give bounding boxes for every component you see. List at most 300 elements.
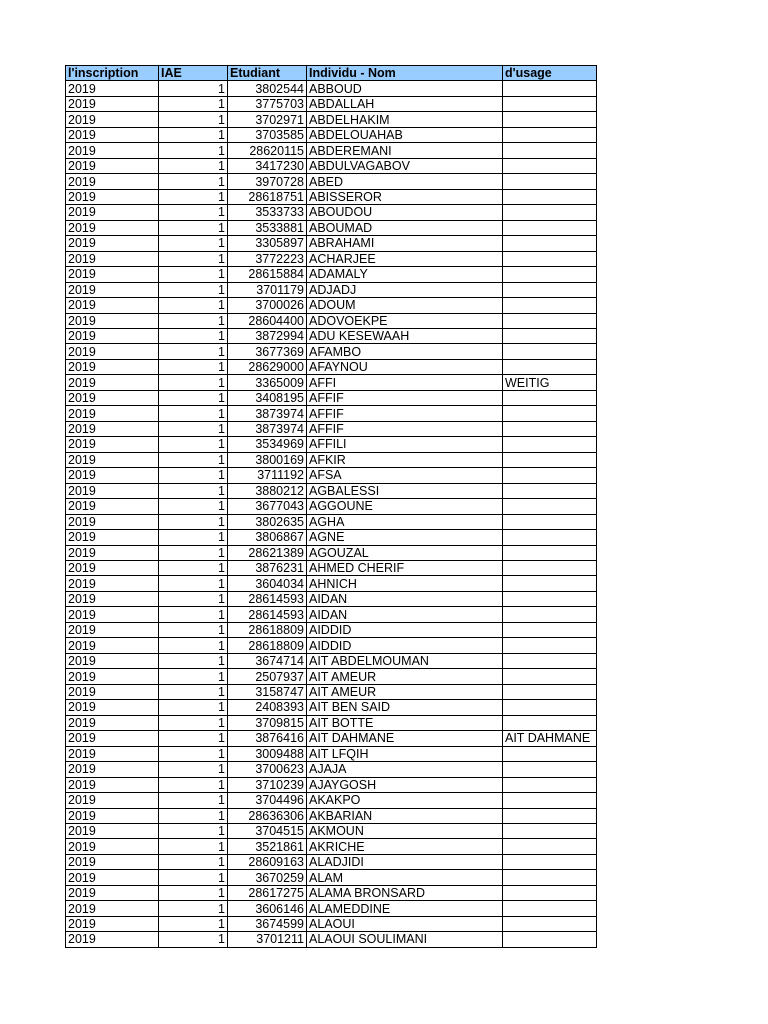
table-row [66, 684, 597, 699]
table-row [66, 344, 597, 359]
cell-inscription: 2019 [66, 591, 159, 606]
cell-etudiant: 28609163 [228, 854, 307, 869]
table-row [66, 808, 597, 823]
cell-usage [503, 282, 597, 297]
cell-nom: AGHA [307, 514, 503, 529]
cell-etudiant: 3775703 [228, 96, 307, 111]
cell-etudiant: 3873974 [228, 406, 307, 421]
header-etudiant: Etudiant [228, 66, 307, 81]
cell-nom: AIT AMEUR [307, 669, 503, 684]
table-row [66, 561, 597, 576]
cell-usage [503, 669, 597, 684]
cell-inscription: 2019 [66, 220, 159, 235]
cell-etudiant: 28617275 [228, 885, 307, 900]
cell-etudiant: 28614593 [228, 591, 307, 606]
cell-inscription: 2019 [66, 870, 159, 885]
cell-inscription: 2019 [66, 251, 159, 266]
cell-iae: 1 [159, 885, 228, 900]
cell-etudiant: 3533881 [228, 220, 307, 235]
cell-usage [503, 189, 597, 204]
table-row [66, 282, 597, 297]
cell-iae: 1 [159, 406, 228, 421]
cell-iae: 1 [159, 251, 228, 266]
cell-inscription: 2019 [66, 406, 159, 421]
cell-inscription: 2019 [66, 127, 159, 142]
table-row [66, 669, 597, 684]
cell-iae: 1 [159, 189, 228, 204]
cell-inscription: 2019 [66, 731, 159, 746]
cell-inscription: 2019 [66, 499, 159, 514]
cell-inscription: 2019 [66, 576, 159, 591]
cell-nom: ABDALLAH [307, 96, 503, 111]
cell-nom: AKMOUN [307, 823, 503, 838]
cell-etudiant: 3701211 [228, 932, 307, 947]
cell-usage [503, 715, 597, 730]
cell-inscription: 2019 [66, 421, 159, 436]
cell-iae: 1 [159, 684, 228, 699]
cell-etudiant: 3806867 [228, 530, 307, 545]
cell-inscription: 2019 [66, 823, 159, 838]
cell-iae: 1 [159, 298, 228, 313]
cell-iae: 1 [159, 746, 228, 761]
cell-etudiant: 3606146 [228, 901, 307, 916]
cell-iae: 1 [159, 452, 228, 467]
cell-usage [503, 174, 597, 189]
cell-nom: ABOUMAD [307, 220, 503, 235]
cell-etudiant: 3702971 [228, 112, 307, 127]
cell-nom: AIT DAHMANE [307, 731, 503, 746]
table-row [66, 653, 597, 668]
cell-iae: 1 [159, 375, 228, 390]
cell-inscription: 2019 [66, 808, 159, 823]
cell-nom: ABDULVAGABOV [307, 158, 503, 173]
cell-iae: 1 [159, 437, 228, 452]
cell-inscription: 2019 [66, 622, 159, 637]
cell-etudiant: 3408195 [228, 390, 307, 405]
cell-iae: 1 [159, 762, 228, 777]
cell-usage [503, 808, 597, 823]
cell-iae: 1 [159, 607, 228, 622]
table-row [66, 174, 597, 189]
cell-etudiant: 2408393 [228, 700, 307, 715]
cell-etudiant: 28621389 [228, 545, 307, 560]
cell-usage [503, 205, 597, 220]
table-row [66, 127, 597, 142]
cell-iae: 1 [159, 158, 228, 173]
cell-etudiant: 3158747 [228, 684, 307, 699]
cell-nom: AIT ABDELMOUMAN [307, 653, 503, 668]
cell-inscription: 2019 [66, 777, 159, 792]
table-row [66, 390, 597, 405]
cell-nom: ABOUDOU [307, 205, 503, 220]
cell-iae: 1 [159, 576, 228, 591]
cell-etudiant: 3711192 [228, 468, 307, 483]
cell-usage [503, 437, 597, 452]
cell-usage [503, 607, 597, 622]
table-row [66, 870, 597, 885]
cell-usage [503, 127, 597, 142]
cell-inscription: 2019 [66, 359, 159, 374]
cell-nom: ABBOUD [307, 81, 503, 96]
cell-usage [503, 530, 597, 545]
table-row [66, 591, 597, 606]
cell-etudiant: 28636306 [228, 808, 307, 823]
cell-nom: AIDAN [307, 607, 503, 622]
cell-etudiant: 3802635 [228, 514, 307, 529]
cell-etudiant: 3670259 [228, 870, 307, 885]
cell-iae: 1 [159, 530, 228, 545]
header-row [66, 66, 597, 81]
cell-nom: AFFIF [307, 390, 503, 405]
cell-usage [503, 236, 597, 251]
cell-etudiant: 3873974 [228, 421, 307, 436]
cell-nom: AJAJA [307, 762, 503, 777]
cell-usage [503, 591, 597, 606]
cell-usage [503, 700, 597, 715]
cell-nom: ADU KESEWAAH [307, 328, 503, 343]
cell-usage [503, 793, 597, 808]
cell-usage [503, 483, 597, 498]
cell-nom: AFFIF [307, 406, 503, 421]
cell-etudiant: 3880212 [228, 483, 307, 498]
cell-iae: 1 [159, 638, 228, 653]
cell-iae: 1 [159, 220, 228, 235]
cell-inscription: 2019 [66, 514, 159, 529]
cell-nom: AFFIF [307, 421, 503, 436]
cell-etudiant: 28629000 [228, 359, 307, 374]
cell-etudiant: 3700623 [228, 762, 307, 777]
cell-inscription: 2019 [66, 530, 159, 545]
cell-nom: ABED [307, 174, 503, 189]
cell-inscription: 2019 [66, 854, 159, 869]
cell-iae: 1 [159, 143, 228, 158]
cell-inscription: 2019 [66, 746, 159, 761]
table-row [66, 143, 597, 158]
cell-usage [503, 267, 597, 282]
cell-nom: AIDDID [307, 638, 503, 653]
cell-iae: 1 [159, 112, 228, 127]
cell-nom: AFKIR [307, 452, 503, 467]
cell-usage [503, 854, 597, 869]
cell-iae: 1 [159, 731, 228, 746]
cell-iae: 1 [159, 282, 228, 297]
cell-nom: AJAYGOSH [307, 777, 503, 792]
table-body [66, 81, 597, 947]
cell-usage [503, 499, 597, 514]
cell-inscription: 2019 [66, 96, 159, 111]
cell-iae: 1 [159, 483, 228, 498]
cell-etudiant: 3533733 [228, 205, 307, 220]
cell-nom: AKBARIAN [307, 808, 503, 823]
cell-inscription: 2019 [66, 669, 159, 684]
cell-usage [503, 112, 597, 127]
header-usage: d'usage [503, 66, 597, 81]
table-row [66, 328, 597, 343]
cell-iae: 1 [159, 313, 228, 328]
table-row [66, 731, 597, 746]
cell-inscription: 2019 [66, 452, 159, 467]
cell-etudiant: 3772223 [228, 251, 307, 266]
cell-usage: AIT DAHMANE [503, 731, 597, 746]
cell-nom: ADAMALY [307, 267, 503, 282]
cell-etudiant: 3417230 [228, 158, 307, 173]
cell-iae: 1 [159, 561, 228, 576]
table-row [66, 823, 597, 838]
cell-nom: AIT BEN SAID [307, 700, 503, 715]
cell-inscription: 2019 [66, 143, 159, 158]
cell-etudiant: 3604034 [228, 576, 307, 591]
cell-nom: AFAYNOU [307, 359, 503, 374]
cell-inscription: 2019 [66, 561, 159, 576]
cell-iae: 1 [159, 127, 228, 142]
cell-iae: 1 [159, 205, 228, 220]
table-row [66, 205, 597, 220]
cell-inscription: 2019 [66, 932, 159, 947]
table-row [66, 576, 597, 591]
cell-etudiant: 3009488 [228, 746, 307, 761]
cell-inscription: 2019 [66, 313, 159, 328]
cell-usage [503, 390, 597, 405]
cell-iae: 1 [159, 344, 228, 359]
cell-etudiant: 28620115 [228, 143, 307, 158]
cell-iae: 1 [159, 793, 228, 808]
cell-iae: 1 [159, 267, 228, 282]
cell-inscription: 2019 [66, 684, 159, 699]
cell-nom: ABDEREMANI [307, 143, 503, 158]
cell-usage [503, 81, 597, 96]
cell-etudiant: 3876231 [228, 561, 307, 576]
table-row [66, 530, 597, 545]
table-row [66, 545, 597, 560]
cell-inscription: 2019 [66, 700, 159, 715]
cell-inscription: 2019 [66, 236, 159, 251]
cell-inscription: 2019 [66, 916, 159, 931]
cell-usage [503, 932, 597, 947]
table-row [66, 468, 597, 483]
table-row [66, 607, 597, 622]
table-row [66, 158, 597, 173]
cell-etudiant: 3970728 [228, 174, 307, 189]
cell-etudiant: 28618809 [228, 638, 307, 653]
cell-nom: ADOUM [307, 298, 503, 313]
cell-nom: ABDELOUAHAB [307, 127, 503, 142]
cell-etudiant: 3674599 [228, 916, 307, 931]
table-row [66, 452, 597, 467]
table-row [66, 267, 597, 282]
table-row [66, 236, 597, 251]
cell-inscription: 2019 [66, 112, 159, 127]
table-row [66, 406, 597, 421]
table-row [66, 112, 597, 127]
cell-inscription: 2019 [66, 653, 159, 668]
cell-inscription: 2019 [66, 715, 159, 730]
cell-usage [503, 468, 597, 483]
cell-etudiant: 3872994 [228, 328, 307, 343]
table-row [66, 932, 597, 947]
cell-etudiant: 28615884 [228, 267, 307, 282]
cell-nom: ALADJIDI [307, 854, 503, 869]
cell-iae: 1 [159, 932, 228, 947]
cell-usage [503, 870, 597, 885]
cell-etudiant: 3674714 [228, 653, 307, 668]
cell-etudiant: 3876416 [228, 731, 307, 746]
table-row [66, 916, 597, 931]
cell-usage [503, 452, 597, 467]
cell-etudiant: 3677369 [228, 344, 307, 359]
cell-inscription: 2019 [66, 468, 159, 483]
cell-etudiant: 28618809 [228, 622, 307, 637]
cell-nom: ALAMA BRONSARD [307, 885, 503, 900]
cell-inscription: 2019 [66, 205, 159, 220]
table-row [66, 251, 597, 266]
cell-usage [503, 143, 597, 158]
cell-nom: AFFI [307, 375, 503, 390]
table-row [66, 901, 597, 916]
cell-nom: AKRICHE [307, 839, 503, 854]
cell-iae: 1 [159, 236, 228, 251]
cell-etudiant: 3710239 [228, 777, 307, 792]
header-iae: IAE [159, 66, 228, 81]
cell-iae: 1 [159, 499, 228, 514]
cell-usage [503, 328, 597, 343]
cell-iae: 1 [159, 854, 228, 869]
cell-usage [503, 885, 597, 900]
header-inscription: l'inscription [66, 66, 159, 81]
table-row [66, 483, 597, 498]
cell-inscription: 2019 [66, 298, 159, 313]
table-row [66, 298, 597, 313]
table-row [66, 81, 597, 96]
table-row [66, 313, 597, 328]
cell-usage [503, 916, 597, 931]
cell-inscription: 2019 [66, 267, 159, 282]
cell-inscription: 2019 [66, 885, 159, 900]
cell-inscription: 2019 [66, 839, 159, 854]
cell-iae: 1 [159, 328, 228, 343]
cell-nom: ALAOUI SOULIMANI [307, 932, 503, 947]
cell-inscription: 2019 [66, 607, 159, 622]
cell-usage [503, 653, 597, 668]
cell-usage [503, 823, 597, 838]
cell-usage [503, 344, 597, 359]
table-row [66, 715, 597, 730]
table-row [66, 839, 597, 854]
cell-usage [503, 359, 597, 374]
cell-inscription: 2019 [66, 344, 159, 359]
table-row [66, 375, 597, 390]
cell-etudiant: 3703585 [228, 127, 307, 142]
cell-iae: 1 [159, 839, 228, 854]
cell-inscription: 2019 [66, 638, 159, 653]
cell-inscription: 2019 [66, 375, 159, 390]
cell-usage [503, 158, 597, 173]
cell-inscription: 2019 [66, 545, 159, 560]
cell-etudiant: 28618751 [228, 189, 307, 204]
table-row [66, 96, 597, 111]
cell-etudiant: 3305897 [228, 236, 307, 251]
cell-usage [503, 545, 597, 560]
table-row [66, 746, 597, 761]
cell-inscription: 2019 [66, 189, 159, 204]
cell-inscription: 2019 [66, 81, 159, 96]
cell-etudiant: 3677043 [228, 499, 307, 514]
cell-etudiant: 3704496 [228, 793, 307, 808]
cell-inscription: 2019 [66, 282, 159, 297]
header-nom: Individu - Nom [307, 66, 503, 81]
table-row [66, 514, 597, 529]
cell-inscription: 2019 [66, 390, 159, 405]
cell-etudiant: 3700026 [228, 298, 307, 313]
cell-etudiant: 28614593 [228, 607, 307, 622]
cell-iae: 1 [159, 81, 228, 96]
cell-usage [503, 514, 597, 529]
cell-etudiant: 2507937 [228, 669, 307, 684]
table-row [66, 421, 597, 436]
cell-iae: 1 [159, 901, 228, 916]
table-row [66, 762, 597, 777]
cell-iae: 1 [159, 700, 228, 715]
cell-etudiant: 3701179 [228, 282, 307, 297]
table-row [66, 622, 597, 637]
cell-nom: ABISSEROR [307, 189, 503, 204]
cell-iae: 1 [159, 870, 228, 885]
cell-nom: AIDAN [307, 591, 503, 606]
cell-usage [503, 96, 597, 111]
cell-usage [503, 638, 597, 653]
cell-iae: 1 [159, 468, 228, 483]
cell-etudiant: 3802544 [228, 81, 307, 96]
cell-iae: 1 [159, 174, 228, 189]
cell-etudiant: 28604400 [228, 313, 307, 328]
cell-usage [503, 251, 597, 266]
cell-inscription: 2019 [66, 762, 159, 777]
cell-iae: 1 [159, 96, 228, 111]
cell-nom: ABDELHAKIM [307, 112, 503, 127]
cell-etudiant: 3365009 [228, 375, 307, 390]
cell-iae: 1 [159, 514, 228, 529]
cell-usage [503, 777, 597, 792]
cell-nom: AGNE [307, 530, 503, 545]
cell-iae: 1 [159, 622, 228, 637]
table-row [66, 793, 597, 808]
cell-nom: AIT LFQIH [307, 746, 503, 761]
cell-etudiant: 3534969 [228, 437, 307, 452]
cell-nom: AHMED CHERIF [307, 561, 503, 576]
cell-inscription: 2019 [66, 174, 159, 189]
cell-iae: 1 [159, 916, 228, 931]
cell-nom: ALAOUI [307, 916, 503, 931]
cell-usage [503, 622, 597, 637]
cell-inscription: 2019 [66, 328, 159, 343]
table-row [66, 499, 597, 514]
cell-nom: AGGOUNE [307, 499, 503, 514]
table-row [66, 885, 597, 900]
cell-iae: 1 [159, 545, 228, 560]
cell-inscription: 2019 [66, 901, 159, 916]
cell-usage [503, 762, 597, 777]
cell-nom: AFFILI [307, 437, 503, 452]
cell-inscription: 2019 [66, 158, 159, 173]
cell-etudiant: 3800169 [228, 452, 307, 467]
cell-inscription: 2019 [66, 793, 159, 808]
table-row [66, 777, 597, 792]
cell-iae: 1 [159, 359, 228, 374]
table-row [66, 189, 597, 204]
cell-nom: AGOUZAL [307, 545, 503, 560]
cell-usage [503, 220, 597, 235]
cell-usage [503, 901, 597, 916]
cell-etudiant: 3704515 [228, 823, 307, 838]
